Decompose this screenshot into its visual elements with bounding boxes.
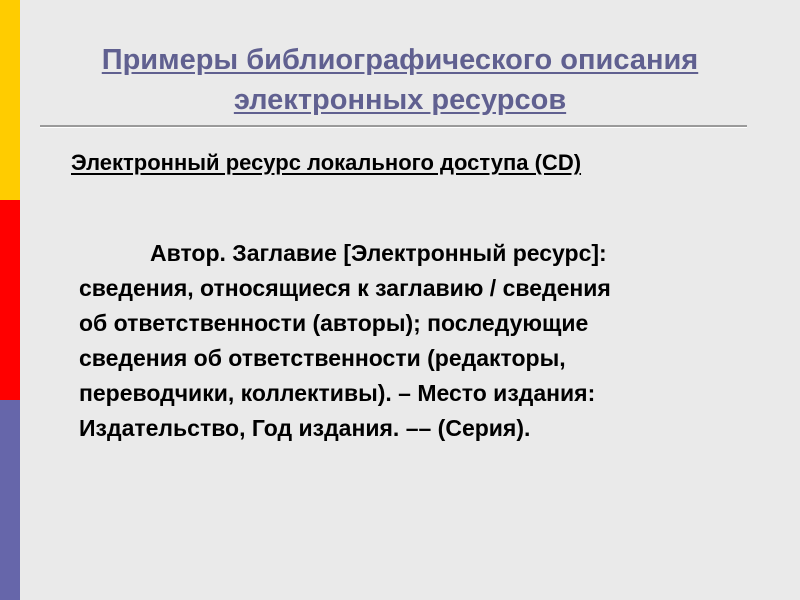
slide-title [40,40,760,120]
body-line: переводчики, коллективы). – Место издания: [79,380,596,406]
body-line: сведения об ответственности (редакторы, [79,345,566,371]
body-line: Издательство, Год издания. –– (Серия). [79,415,531,441]
side-bar-purple-segment [0,400,20,600]
side-bar-yellow-segment [0,0,20,200]
decorative-side-bar [0,0,20,600]
title-divider [40,125,747,128]
body-line: об ответственности (авторы); последующие [79,310,589,336]
side-bar-red-segment [0,200,20,400]
slide-title-line-2: электронных ресурсов [233,84,567,116]
body-line: Автор. Заглавие [Электронный ресурс]: [150,240,607,266]
bibliographic-template-text [79,236,749,446]
body-line: сведения, относящиеся к заглавию / сведения [79,275,611,301]
slide-title-line-1: Примеры библиографического описания [101,44,699,76]
slide-subtitle: Электронный ресурс локального доступа (CD) [71,150,582,175]
